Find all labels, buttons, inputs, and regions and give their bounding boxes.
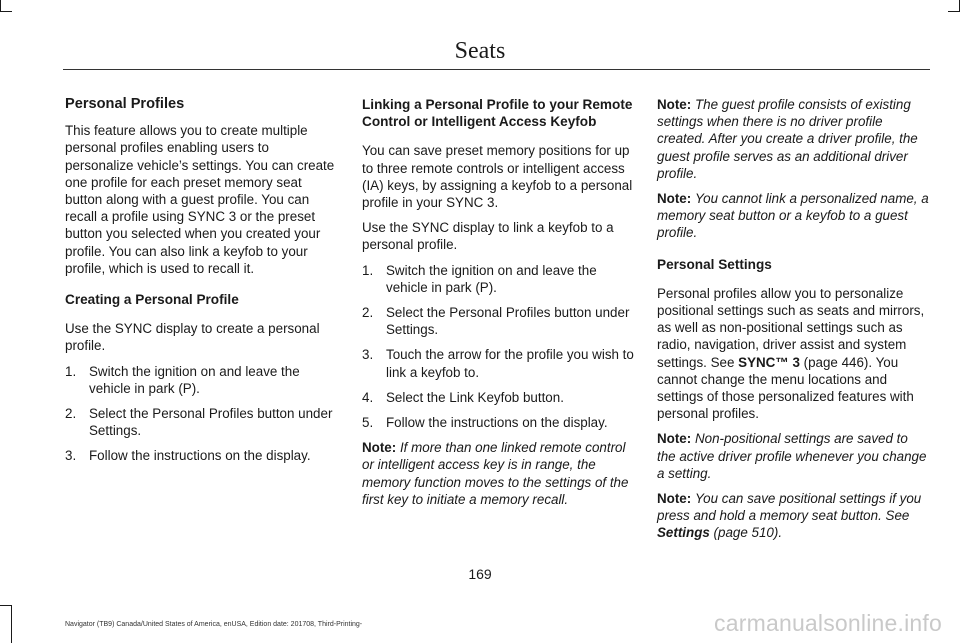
list-item: 1. Switch the ignition on and leave the vehicle in park (P). <box>362 262 597 295</box>
linking-paragraph-2: Use the SYNC display to link a keyfob to a personal profile. <box>362 220 614 253</box>
linking-steps-list <box>362 262 634 432</box>
linking-note: Note: If more than one linked remote control or intelligent access key is in range, the memory function moves to the settings of the first key to initiate a memory recall. <box>362 440 629 507</box>
linking-paragraph-1: You can save preset memory positions for up to three remote controls or intelligent access (IA) keys, by assigning a keyfob to a personal profile in your SYNC 3. <box>362 143 633 211</box>
watermark: carmanualsonline.info <box>714 610 942 636</box>
heading-personal-settings: Personal Settings <box>657 256 772 272</box>
creating-paragraph: Use the SYNC display to create a personal profile. <box>65 321 320 354</box>
list-item: 4. Select the Link Keyfob button. <box>362 389 564 405</box>
section-title: Seats <box>454 38 506 64</box>
list-item: 1. Switch the ignition on and leave the vehicle in park (P). <box>65 363 300 396</box>
creating-steps-list <box>65 363 337 465</box>
crop-mark-bottom-left <box>11 605 12 643</box>
list-item: 3. Touch the arrow for the profile you wish to link a keyfob to. <box>362 347 634 380</box>
list-item: 3. Follow the instructions on the display. <box>65 448 311 464</box>
settings-reference-link[interactable]: Settings <box>657 525 710 541</box>
heading-creating-profile: Creating a Personal Profile <box>65 292 239 308</box>
list-item: 5. Follow the instructions on the display. <box>362 415 608 431</box>
page-number: 169 <box>468 566 492 582</box>
guest-profile-note: Note: The guest profile consists of existing settings when there is no driver profile created. After you create a driver profile, the guest profile serves as an additional driver profile. <box>657 97 918 181</box>
column-2 <box>362 96 634 516</box>
header-rule <box>63 69 930 70</box>
column-1 <box>65 96 337 473</box>
crop-mark-bottom-left-h <box>0 605 12 606</box>
crop-mark-top-right-h <box>948 11 960 12</box>
intro-paragraph: This feature allows you to create multiple personal profiles enabling users to personalize vehicle’s settings. You can create one profile for each preset memory seat button along with a guest profile. You can recall a profile using SYNC 3 or the preset button you selected when you created your profile. You can also link a keyfob to your profile, which is used to recall it. <box>65 123 335 276</box>
crop-mark-top-left-h <box>0 11 12 12</box>
heading-personal-profiles: Personal Profiles <box>65 96 185 112</box>
footer-edition-info: Navigator (TB9) Canada/United States of America, enUSA, Edition date: 201708, Third-Printing- <box>65 621 363 628</box>
heading-linking-profile: Linking a Personal Profile to your Remote Control or Intelligent Access Keyfob <box>362 97 633 130</box>
positional-note: Note: You can save positional settings if you press and hold a memory seat button. See Settings (page 510). <box>657 491 922 541</box>
sync3-reference-link[interactable]: SYNC™ 3 <box>738 354 800 370</box>
list-item: 2. Select the Personal Profiles button under Settings. <box>65 406 333 439</box>
column-3 <box>657 96 929 550</box>
non-positional-note: Note: Non-positional settings are saved to the active driver profile whenever you change a setting. <box>657 431 927 481</box>
list-item: 2. Select the Personal Profiles button under Settings. <box>362 305 630 338</box>
guest-link-note: Note: You cannot link a personalized name, a memory seat button or a keyfob to a guest profile. <box>657 191 929 241</box>
personal-settings-paragraph: Personal profiles allow you to personalize positional settings such as seats and mirrors, as well as non-positional settings such as radio, navigation, driver assist and system settings. See SYNC™ 3 (page 446). You cannot change the menu locations and settings of those personalized features with personal profiles. <box>657 285 925 422</box>
